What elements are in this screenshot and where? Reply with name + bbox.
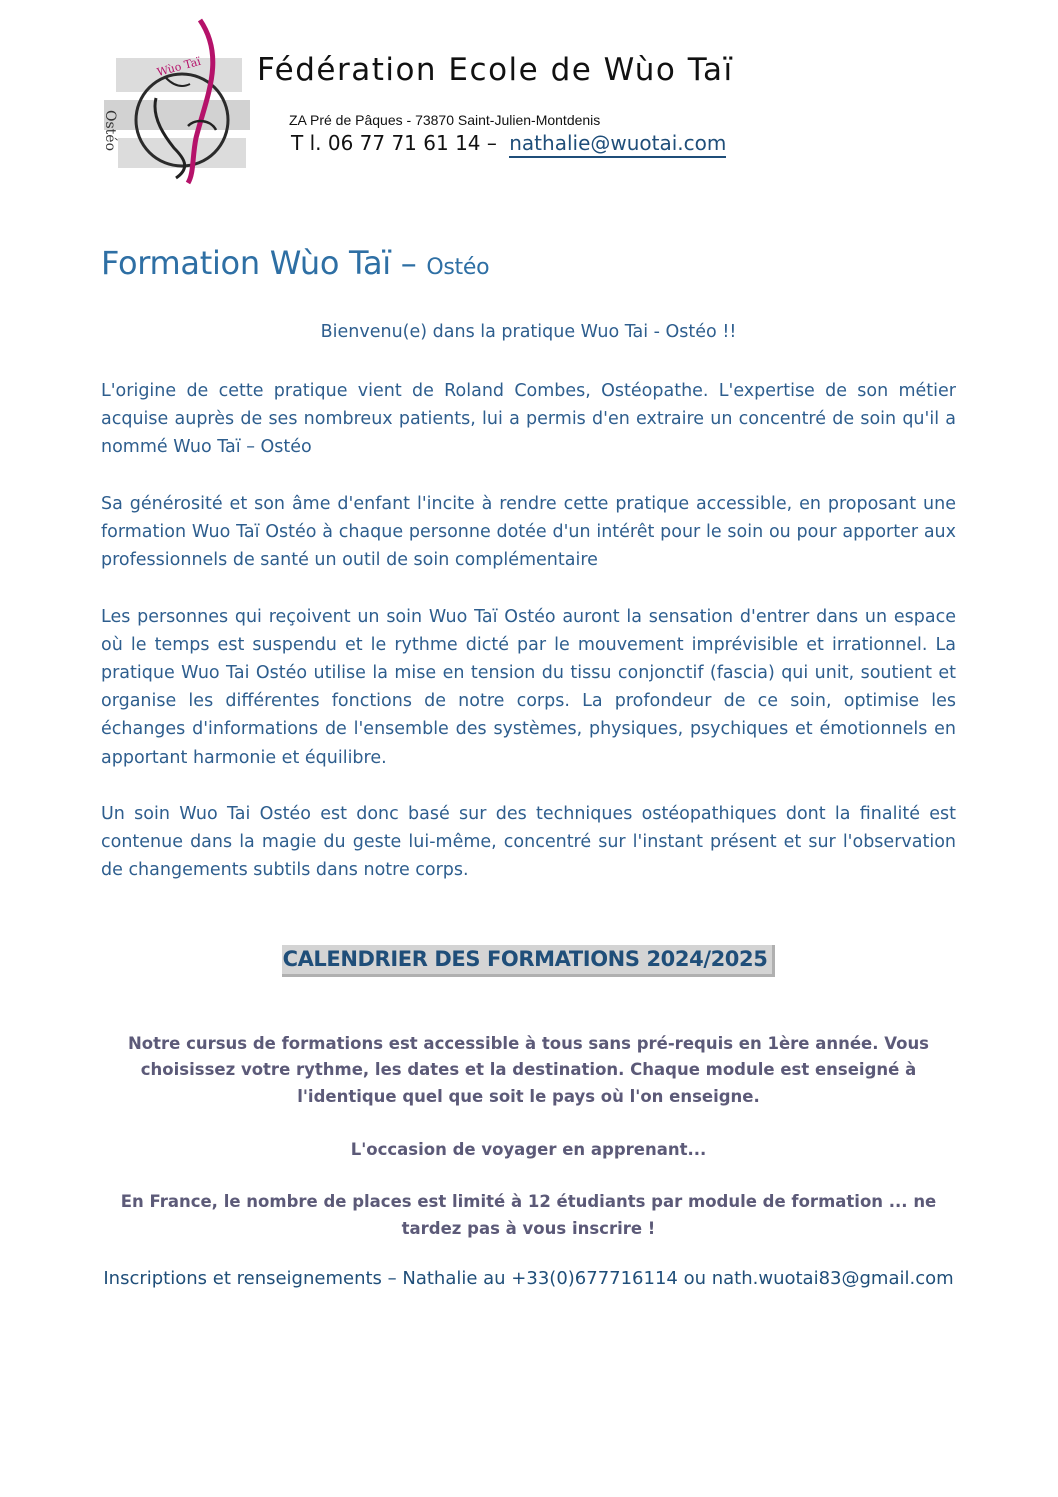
paragraph-sensation: Les personnes qui reçoivent un soin Wuo Taï Ostéo auront la sensation d'entrer dans un espace où le temps est suspendu et le rythme dicté par le mouvement imprévisible et irrationnel. La pratique Wuo Tai Ostéo utilise la mise en tension du tissu conjonctif (fascia) qui unit, soutient et organise les différentes fonctions de notre corps. La profondeur de ce soin, optimise les échanges d'informations de l'ensemble des systèmes, physiques, psychiques et émotionnels en apportant harmonie et équilibre. <box>101 606 956 768</box>
phone-number: T l. 06 77 71 61 14 – <box>291 131 497 155</box>
organization-contact <box>291 131 726 155</box>
description-body <box>101 377 956 913</box>
course-info <box>101 1031 956 1269</box>
logo-side-text: Ostéo <box>102 110 118 152</box>
info-cursus: Notre cursus de formations est accessible à tous sans pré-requis en 1ère année. Vous choisissez votre rythme, les dates et la destination. Chaque module est enseigné à l'identique quel que soit le pays où l'on enseigne. <box>127 1034 930 1106</box>
info-travel: L'occasion de voyager en apprenant... <box>350 1139 707 1159</box>
organization-address: ZA Pré de Pâques - 73870 Saint-Julien-Montdenis <box>289 112 601 128</box>
welcome-line: Bienvenu(e) dans la pratique Wuo Tai - Ostéo !! <box>320 322 737 342</box>
page-title <box>101 244 489 282</box>
info-places: En France, le nombre de places est limité à 12 étudiants par module de formation ... ne tardez pas à vous inscrire ! <box>120 1192 937 1238</box>
email-link[interactable]: nathalie@wuotai.com <box>509 131 726 158</box>
federation-logo <box>96 18 256 196</box>
paragraph-technique: Un soin Wuo Tai Ostéo est donc basé sur des techniques ostéopathiques dont la finalité est contenue dans la magie du geste lui-même, concentré sur l'instant présent et sur l'observation de changements subtils dans notre corps. <box>101 804 956 881</box>
calendar-heading-wrap <box>101 945 956 977</box>
paragraph-generosity: Sa générosité et son âme d'enfant l'incite à rendre cette pratique accessible, en proposant une formation Wuo Taï Ostéo à chaque personne dotée d'un intérêt pour le soin ou pour apporter aux professionnels de santé un outil de soin complémentaire <box>101 493 956 571</box>
title-sub: Ostéo <box>426 255 490 280</box>
calendar-title: CALENDRIER DES FORMATIONS 2024/2025 <box>282 945 776 977</box>
logo-text: Wùo Taï <box>155 54 203 79</box>
paragraph-origin: L'origine de cette pratique vient de Roland Combes, Ostéopathe. L'expertise de son métier acquise auprès de ses nombreux patients, lui a permis d'en extraire un concentré de soin qu'il a nommé Wuo Taï – Ostéo <box>101 381 956 458</box>
signup-contact: Inscriptions et renseignements – Nathalie au +33(0)677716114 ou nath.wuotai83@gmail.com <box>103 1268 954 1289</box>
title-main: Formation Wùo Taï – <box>101 244 417 282</box>
organization-name: Fédération Ecole de Wùo Taï <box>257 52 734 88</box>
